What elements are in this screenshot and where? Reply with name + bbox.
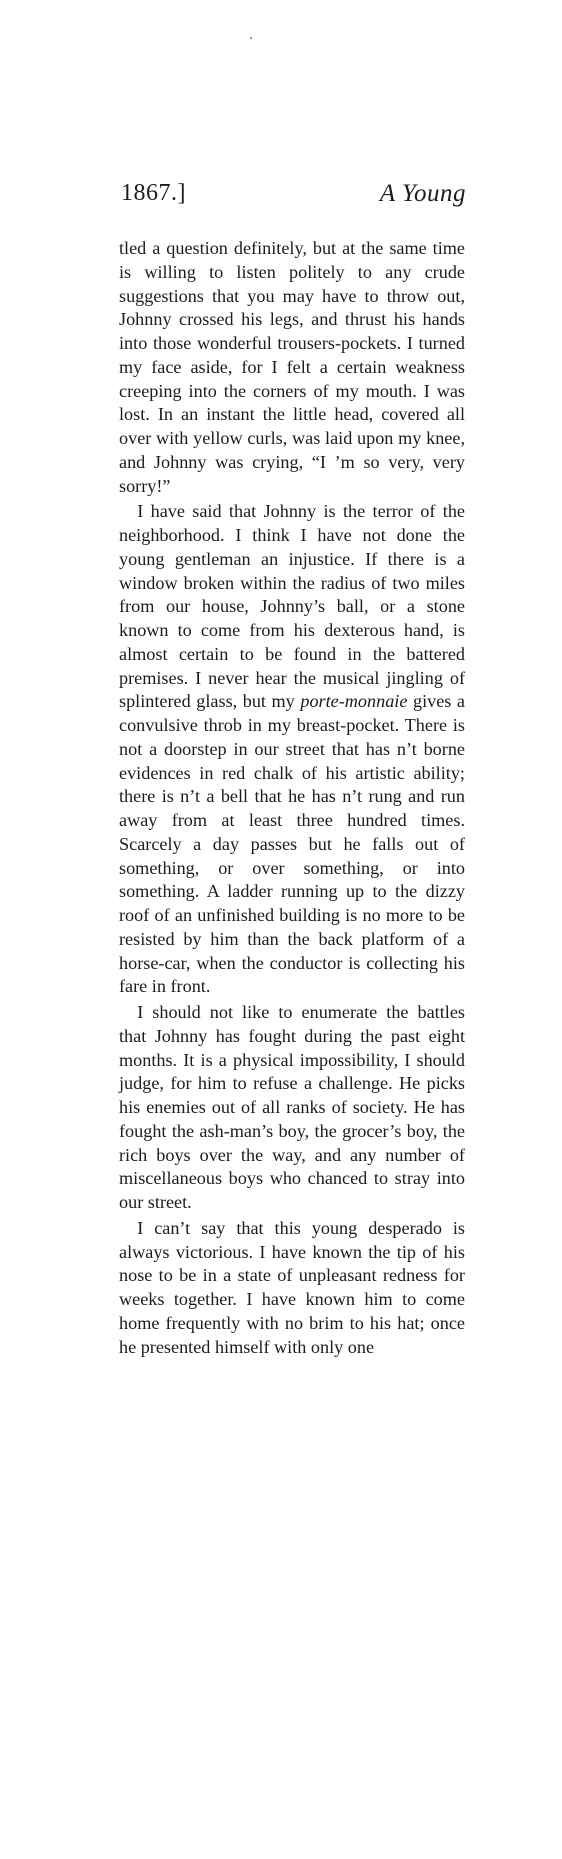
paragraph-2-text-start: I have said that Johnny is the terror of the neighborhood. I think I have not done the young gentleman an injustice. If there is a window broken within the radius of two miles from our house, Johnny’s ball, or a stone known to come from his dexterous hand, is almost certain to be found in the battered premises. I never hear the musical jingling of splintered glass, but my	[119, 501, 465, 712]
paragraph-2-text-end: gives a convulsive throb in my breast-pocket. There is not a doorstep in our street that has n’t borne evidences in red chalk of his artistic ability; there is n’t a bell that he has n’t rung and run away from at least three hundred times. Scarcely a day passes but he falls out of something, or over something, or into something. A ladder running up to the dizzy roof of an unfinished building is no more to be resisted by him than the back platform of a horse-car, when the conductor is collecting his fare in front.	[119, 691, 466, 997]
paragraph-1	[119, 237, 465, 498]
header-year: 1867.]	[121, 180, 186, 206]
paragraph-2	[119, 500, 465, 999]
paragraph-4-text: I can’t say that this young desperado is always victorious. I have known the tip of his nose to be in a state of unpleasant redness for weeks together. I have known him to come home frequently with no brim to his hat; once he presented himself with only one	[119, 1217, 465, 1357]
paragraph-2-italic-term: porte-monnaie	[300, 691, 408, 712]
paragraph-1-text: tled a question definitely, but at the same time is willing to listen politely to any crude suggestions that you may have to throw out, Johnny crossed his legs, and thrust his hands into those wonderful trousers-pockets. I turned my face aside, for I felt a certain weakness creeping into the corners of my mouth. I was lost. In an instant the little head, covered all over with yellow curls, was laid upon my knee, and Johnny was crying, “I ’m so very, very sorry!”	[119, 238, 465, 496]
page-header	[121, 180, 464, 210]
paragraph-3	[119, 1001, 465, 1215]
paragraph-3-text: I should not like to enumerate the battles that Johnny has fought during the past eight months. It is a physical impossibility, I should judge, for him to refuse a challenge. He picks his enemies out of all ranks of society. He has fought the ash-man’s boy, the grocer’s boy, the rich boys over the way, and any number of miscellaneous boys who chanced to stray into our street.	[119, 1002, 465, 1212]
paper-speck	[250, 37, 252, 39]
body-text	[119, 237, 465, 1359]
paragraph-4	[119, 1217, 465, 1360]
running-title: A Young	[379, 180, 466, 207]
